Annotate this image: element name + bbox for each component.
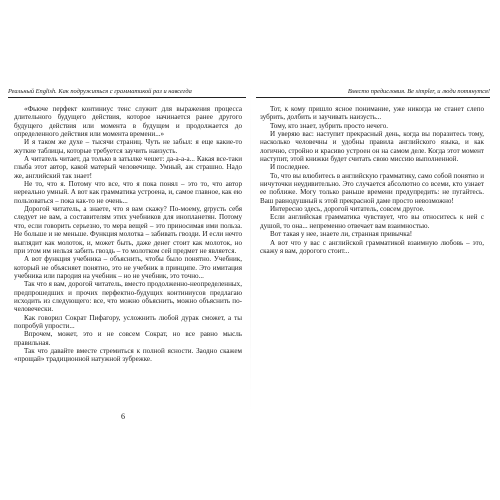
right-page: [256, 88, 490, 255]
paragraph: Тот, к кому пришло ясное понимание, уже никогда не станет слепо зубрить, долбить и заучивать наизусть...: [260, 105, 484, 122]
left-page-body: [8, 105, 246, 364]
paragraph: Впрочем, может, это и не совсем Сократ, но все равно мысль правильная.: [14, 330, 242, 347]
paragraph: Вот такая у нее, знаете ли, странная привычка!: [270, 230, 413, 239]
left-page: [8, 88, 246, 364]
page-number: 6: [121, 412, 125, 421]
paragraph: А вот что у вас с английской грамматикой взаимную любовь – это, скажу я вам, дорогого стоит...: [260, 238, 484, 255]
paragraph: И последнее.: [270, 163, 310, 172]
paragraph: А читатель читает, да только в затылке чешет: да-а-а-а... Какая все-таки глыба этот автор, какой матерый человечище. Умный, аж страшно. Надо же, английский так знает!: [14, 155, 242, 180]
paragraph: Так что давайте вместе стремиться к полной ясности. Заодно скажем «прощай» традиционной натужной зубрежке.: [14, 346, 242, 364]
paragraph: «Фьюче перфект континиус тенс служит для выражения процесса длительного будущего действия, которое начинается ранее другого будущего действия или момента в будущем и продолжается до определенного действия или момента времени...»: [14, 105, 242, 139]
paragraph: Не то, что я. Потому что все, что я пока понял – это то, что автор нереально умный. А вот как грамматика устроена, и, самое главное, как ею пользоваться – пока как-то не очень...: [14, 180, 242, 205]
paragraph: И уверяю вас: наступит прекрасный день, когда вы поразитесь тому, насколько человечны и удобны правила английского языка, и как логично, стройно и красиво устроен он на самом деле. Когда этот момент наступит, этой книжки будет считать свою миссию выполненной.: [260, 130, 484, 164]
paragraph: Если английская грамматика чувствует, что вы относитесь к ней с душой, то она... непременно отвечает вам взаимностью.: [260, 213, 484, 230]
paragraph: Интересно здесь, дорогой читатель, совсем другое.: [270, 205, 425, 214]
right-running-header: Вместо предисловия. Be simpler, и люди потянутся!: [256, 88, 490, 98]
paragraph: Тому, кто знает, зубрить просто нечего.: [270, 121, 389, 130]
paragraph: Как говорил Сократ Пифагору, усложнить любой дурак сможет, а ты попробуй упрости...: [14, 313, 242, 330]
right-page-body: [256, 105, 490, 255]
paragraph: А вот функция учебника – объяснить, чтобы было понятно. Учебник, который не объясняет понятно, это не учебник в принципе. Это имитация учебника или пародия на учебник – но не учебник, это точно...: [14, 255, 242, 280]
paragraph: Дорогой читатель, а знаете, что я вам скажу? По-моему, grрусть себя следует не вам, а составителям этих учебников для инопланетян. Потому что, если говорить серьезно, то мера вещей – это приносимая ими польза. Не больше и не меньше. Функция молотка – забивать гвозди. И если нечто выглядит как молоток, и, может быть, даже денег стоит как молоток, но при этом им нельзя забить гвоздь – то молотком сей предмет не является.: [14, 205, 242, 255]
left-running-header: Реальный English. Как подружиться с грамматикой раз и навсегда: [8, 88, 246, 98]
paragraph: То, что вы влюбитесь в английскую грамматику, само собой понятно и ничуточки неудивительно. Это случается абсолютно со всеми, кто узнает ее поближе. Могу только раньше времени предупредить: не пугайтесь. Ваш равнодушный к этой прекрасной даме просто невозможно!: [260, 171, 484, 205]
paragraph: И я таком же духе – тысячи страниц. Чуть не забыл: я еще какие-то жуткие таблицы, которые требуется заучить наизусть.: [14, 138, 242, 155]
paragraph: Так что я вам, дорогой читатель, вместо продолженно-неопределенных, предпрошедших и прочих перфектно-будущих континиусов предлагаю исходить из следующего: все, что можно объяснить, можно объяснить по-человечески.: [14, 280, 242, 314]
book-gutter: [250, 84, 251, 414]
